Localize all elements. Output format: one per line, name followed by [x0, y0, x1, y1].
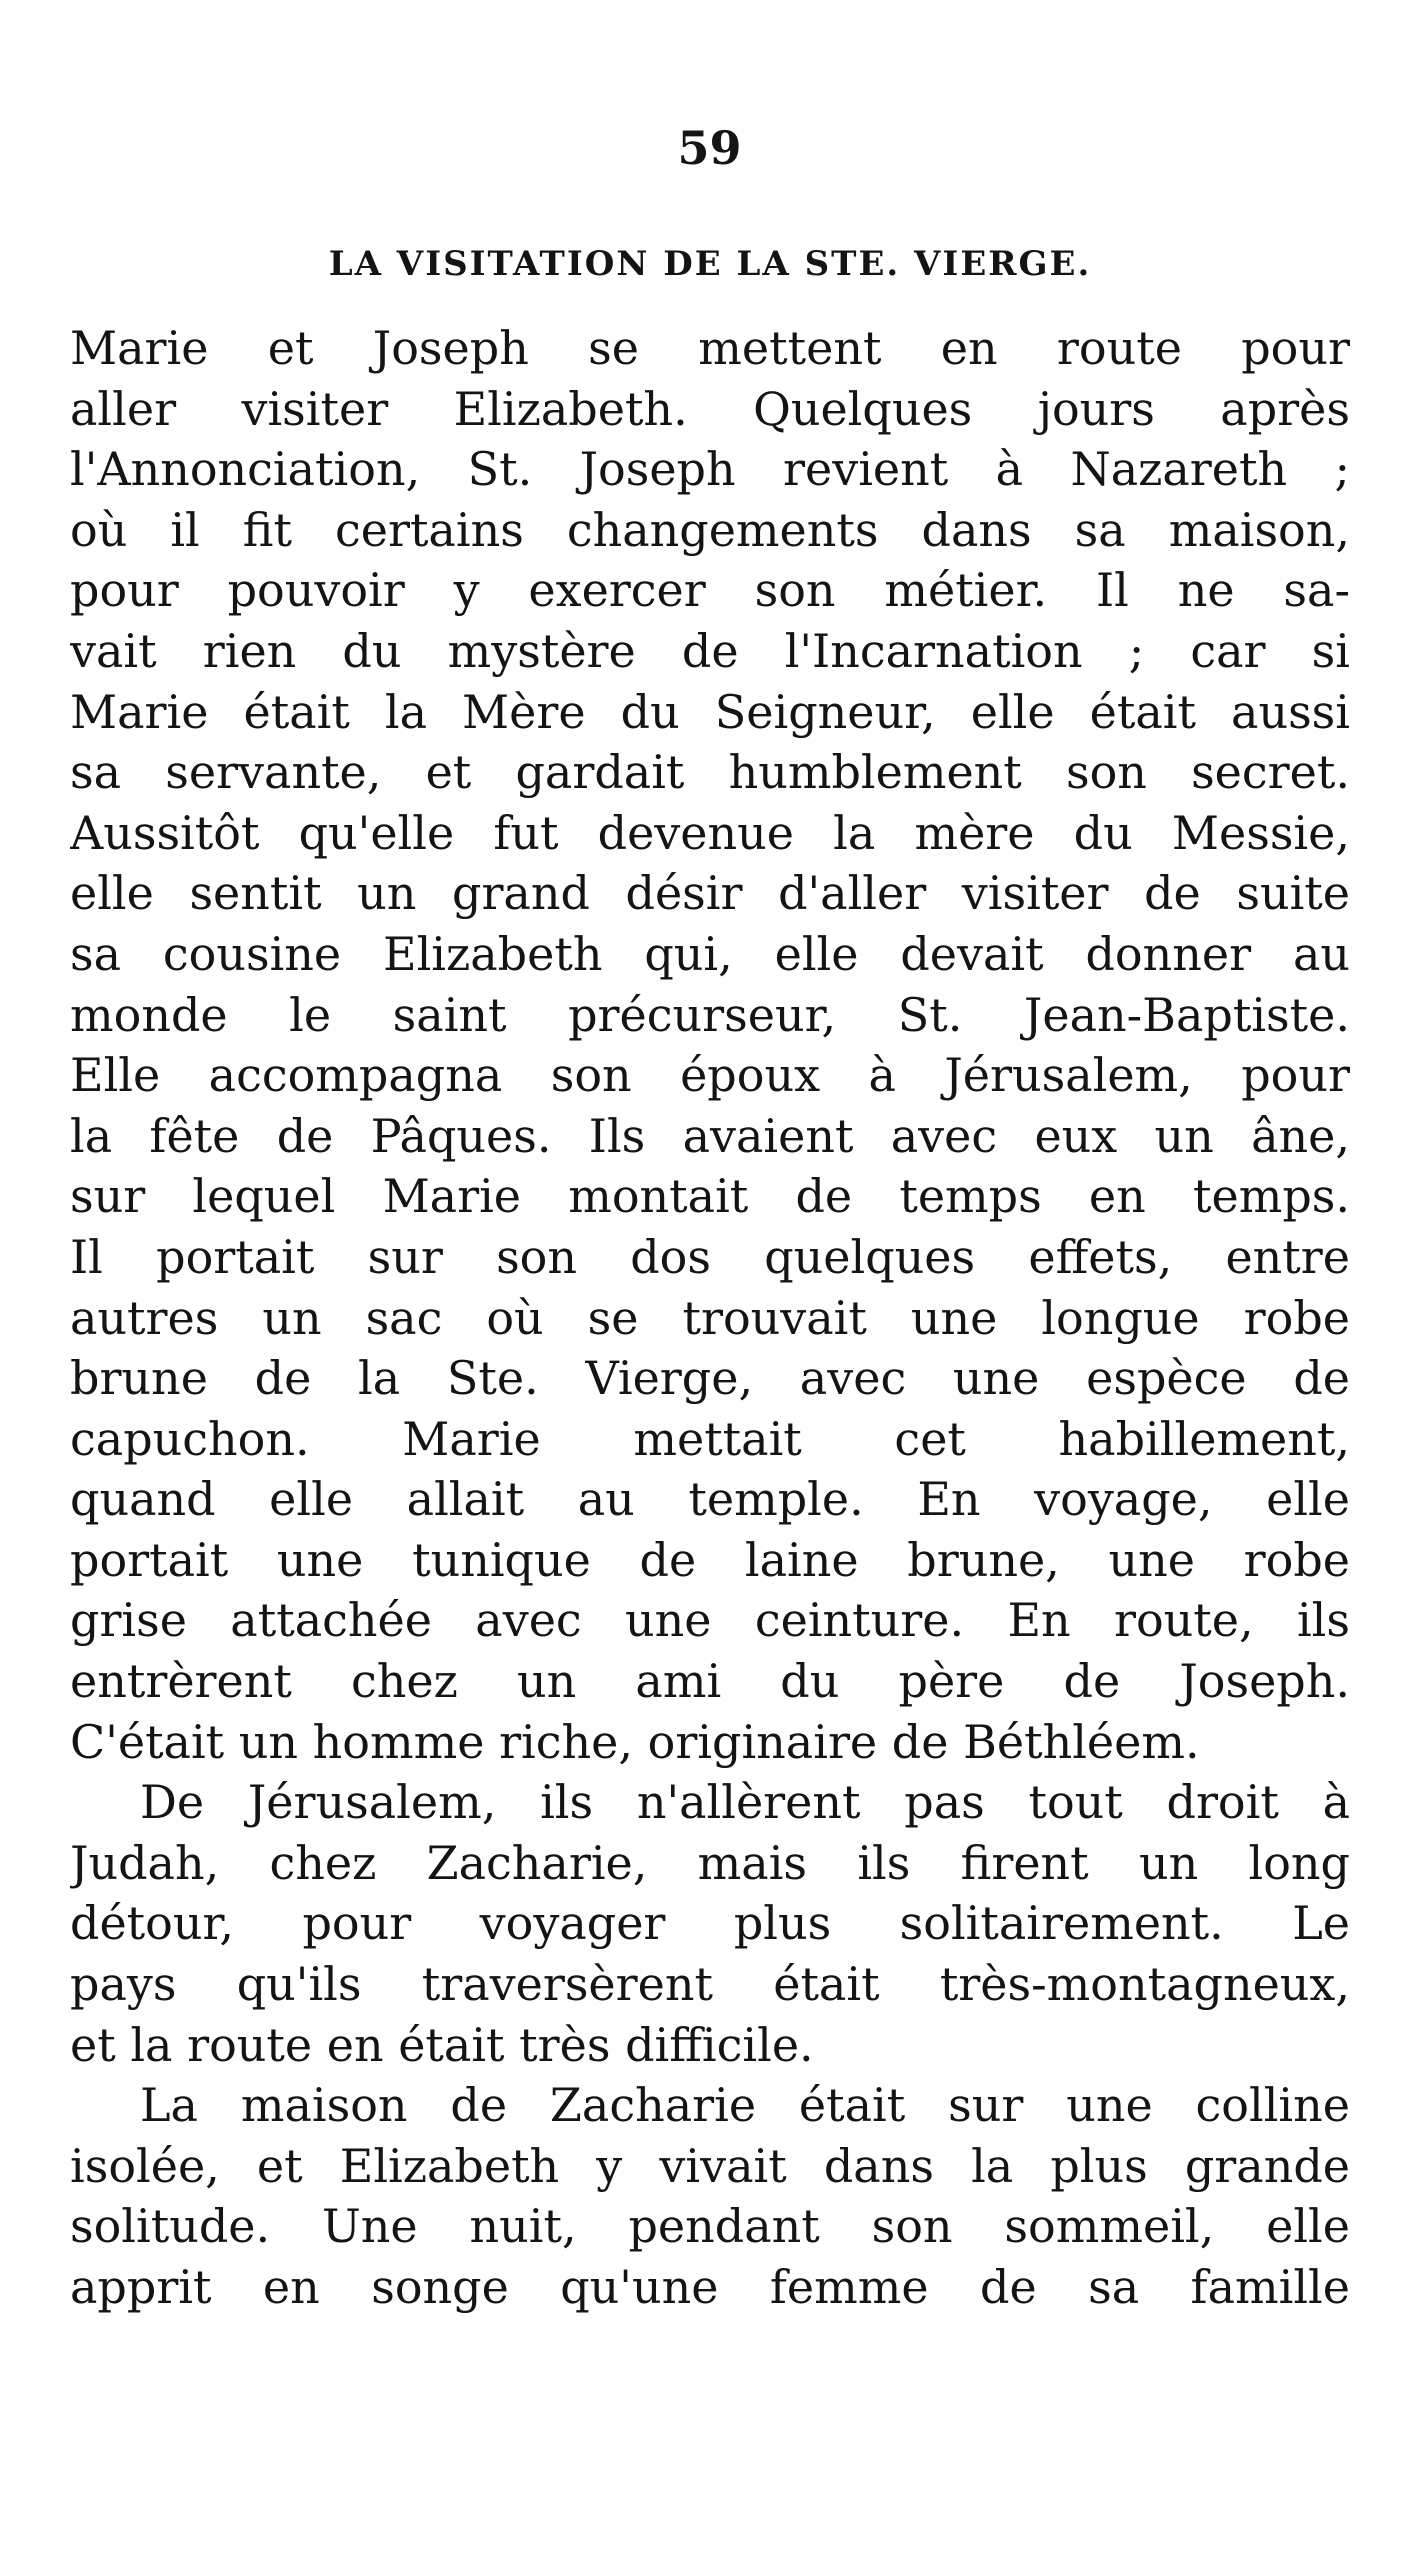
text-line: Il portait sur son dos quelques effets, entre [70, 1229, 1350, 1284]
text-line: quand elle allait au temple. En voyage, elle [70, 1472, 1350, 1527]
text-line: aller visiter Elizabeth. Quelques jours après [70, 381, 1350, 436]
text-line: isolée, et Elizabeth y vivait dans la plus grande [70, 2138, 1350, 2193]
text-line: entrèrent chez un ami du père de Joseph. [70, 1654, 1350, 1709]
text-line: solitude. Une nuit, pendant son sommeil, elle [70, 2199, 1350, 2254]
text-line: vait rien du mystère de l'Incarnation ; car si [70, 623, 1350, 678]
text-line: Marie était la Mère du Seigneur, elle était aussi [70, 684, 1350, 739]
text-line: monde le saint précurseur, St. Jean-Baptiste. [70, 987, 1350, 1042]
page-number: 59 [677, 121, 742, 175]
text-line: la fête de Pâques. Ils avaient avec eux un âne, [70, 1108, 1350, 1163]
text-line: autres un sac où se trouvait une longue robe [70, 1290, 1350, 1345]
text-line: Elle accompagna son époux à Jérusalem, pour [70, 1048, 1350, 1103]
text-line: Aussitôt qu'elle fut devenue la mère du Messie, [70, 805, 1350, 860]
text-line: De Jérusalem, ils n'allèrent pas tout droit à [140, 1775, 1350, 1830]
text-line: sa cousine Elizabeth qui, elle devait donner au [70, 926, 1350, 981]
text-line: C'était un homme riche, originaire de Béthléem. [70, 1714, 1200, 1769]
text-line: l'Annonciation, St. Joseph revient à Nazareth ; [70, 442, 1350, 497]
body-text [70, 318, 1350, 2318]
text-line: La maison de Zacharie était sur une colline [140, 2078, 1350, 2133]
text-line: apprit en songe qu'une femme de sa famille [70, 2260, 1350, 2314]
text-line: où il fit certains changements dans sa maison, [70, 502, 1350, 557]
paragraph [70, 1772, 1350, 2075]
text-line: pour pouvoir y exercer son métier. Il ne sa- [70, 563, 1350, 618]
text-line: Judah, chez Zacharie, mais ils firent un long [70, 1835, 1350, 1890]
paragraph [70, 2075, 1350, 2317]
text-line: sa servante, et gardait humblement son secret. [70, 745, 1350, 800]
text-line: et la route en était très difficile. [70, 2017, 814, 2072]
paragraph [70, 318, 1350, 1772]
text-line: Marie et Joseph se mettent en route pour [70, 321, 1350, 375]
text-line: grise attachée avec une ceinture. En route, ils [70, 1593, 1350, 1648]
text-line: portait une tunique de laine brune, une robe [70, 1532, 1350, 1587]
text-line: elle sentit un grand désir d'aller visiter de suite [70, 866, 1350, 921]
text-line: détour, pour voyager plus solitairement. Le [70, 1896, 1350, 1951]
text-line: sur lequel Marie montait de temps en temps. [70, 1169, 1350, 1224]
chapter-title: LA VISITATION DE LA STE. VIERGE. [328, 244, 1092, 284]
text-line: brune de la Ste. Vierge, avec une espèce de [70, 1351, 1350, 1406]
text-line: pays qu'ils traversèrent était très-montagneux, [70, 1957, 1350, 2012]
text-line: capuchon. Marie mettait cet habillement, [70, 1411, 1350, 1466]
